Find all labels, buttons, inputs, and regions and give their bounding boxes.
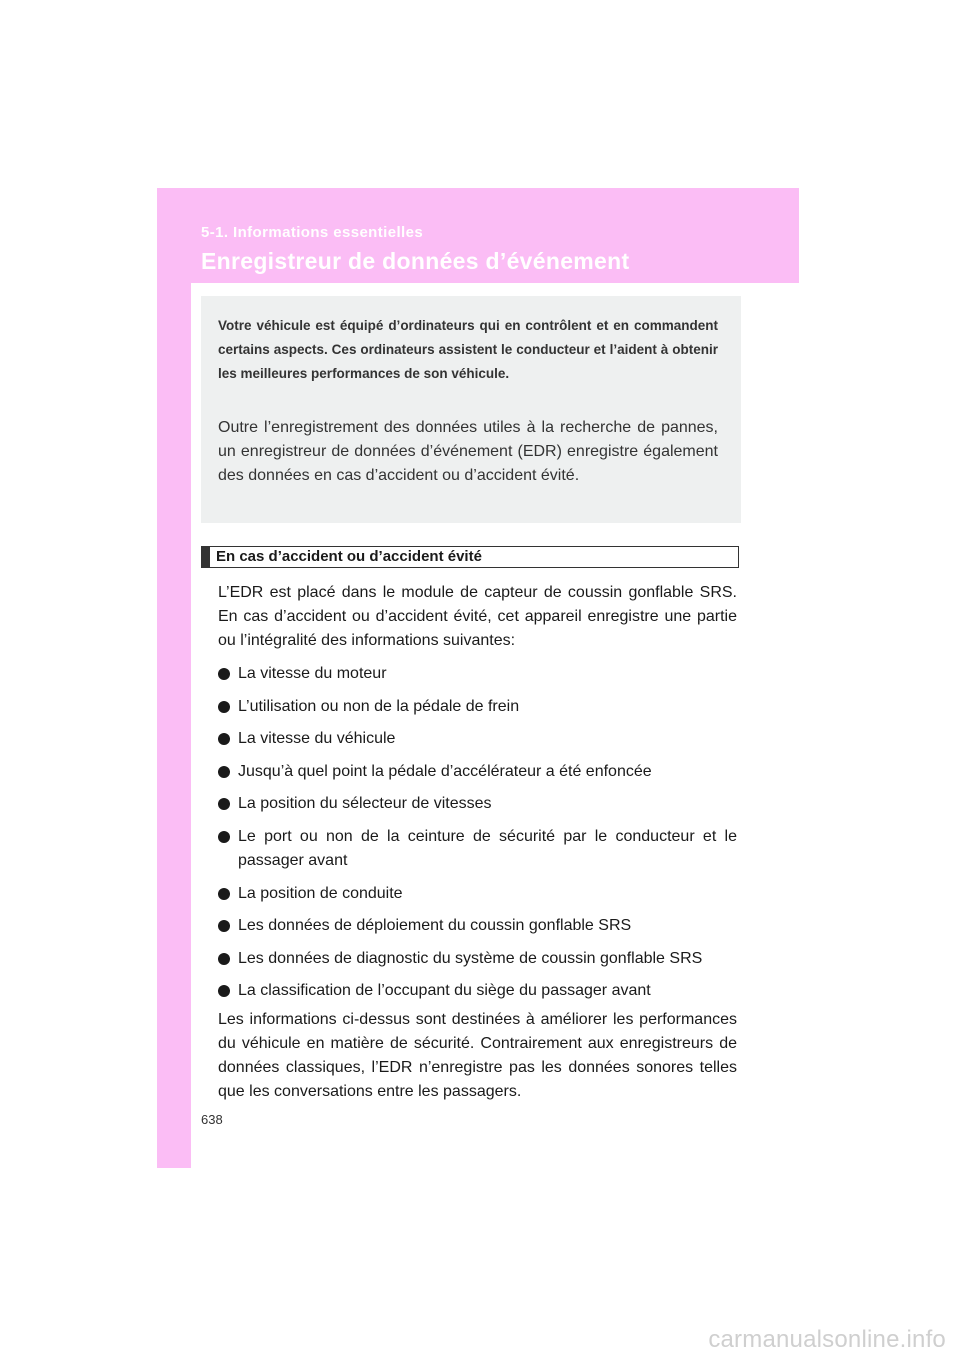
bullet-icon <box>218 798 230 810</box>
list-item-text: La vitesse du moteur <box>238 665 387 682</box>
intro-regular-text: Outre l’enregistrement des données utiles à la recherche de pannes, un enregistreur de données d’événement (EDR) enregistre également des données en cas d’accident ou d’accident évité. <box>218 419 718 484</box>
list-item-text: Le port ou non de la ceinture de sécurité par le conducteur et le passager avant <box>238 827 737 869</box>
bullet-icon <box>218 733 230 745</box>
subsection-heading <box>201 546 739 568</box>
bullet-list <box>218 662 737 1012</box>
list-item-text: Les données de déploiement du coussin gonflable SRS <box>238 917 632 935</box>
bullet-icon <box>218 985 230 997</box>
list-item <box>218 947 737 971</box>
subsection-heading-text: En cas d’accident ou d’accident évité <box>216 548 482 565</box>
page-title: Enregistreur de données d’événement <box>201 248 630 274</box>
bullet-icon <box>218 668 230 680</box>
page-number: 638 <box>201 1112 223 1127</box>
list-item <box>218 825 737 873</box>
closing-paragraph: Les informations ci-dessus sont destinées à améliorer les performances du véhicule en matière de sécurité. Contrairement aux enregistreurs de données classiques, l’EDR n’enregistre pas les données sonores telles que les conversations entre les passagers. <box>218 1011 737 1100</box>
bullet-icon <box>218 831 230 843</box>
list-item <box>218 760 737 784</box>
list-item-text: La position de conduite <box>238 884 403 902</box>
subsection-heading-bar <box>202 547 210 567</box>
body-paragraph: L’EDR est placé dans le module de capteur de coussin gonflable SRS. En cas d’accident ou d’accident évité, cet appareil enregistre une partie ou l’intégralité des informations suivantes: <box>218 584 737 649</box>
list-item <box>218 792 737 816</box>
list-item-text: La vitesse du véhicule <box>238 730 396 748</box>
list-item-text: La position du sélecteur de vitesses <box>238 795 492 813</box>
list-item-text: L’utilisation ou non de la pédale de frein <box>238 697 520 715</box>
list-item <box>218 695 737 719</box>
section-label: 5-1. Informations essentielles <box>201 224 424 241</box>
list-item-text: Les données de diagnostic du système de coussin gonflable SRS <box>238 949 703 967</box>
watermark: carmanualsonline.info <box>708 1326 946 1353</box>
list-item-text: Jusqu’à quel point la pédale d’accélérateur a été enfoncée <box>238 762 652 780</box>
list-item <box>218 662 737 686</box>
list-item <box>218 727 737 751</box>
bullet-icon <box>218 953 230 965</box>
list-item-text: La classification de l’occupant du siège du passager avant <box>238 982 651 1000</box>
bullet-icon <box>218 701 230 713</box>
bullet-icon <box>218 766 230 778</box>
intro-bold-text: Votre véhicule est équipé d’ordinateurs qui en contrôlent et en commandent certains aspects. Ces ordinateurs assistent le conducteur et l’aident à obtenir les meilleures performances de son véhicule. <box>218 318 718 381</box>
list-item <box>218 882 737 906</box>
list-item <box>218 979 737 1003</box>
list-item <box>218 914 737 938</box>
bullet-icon <box>218 888 230 900</box>
bullet-icon <box>218 920 230 932</box>
